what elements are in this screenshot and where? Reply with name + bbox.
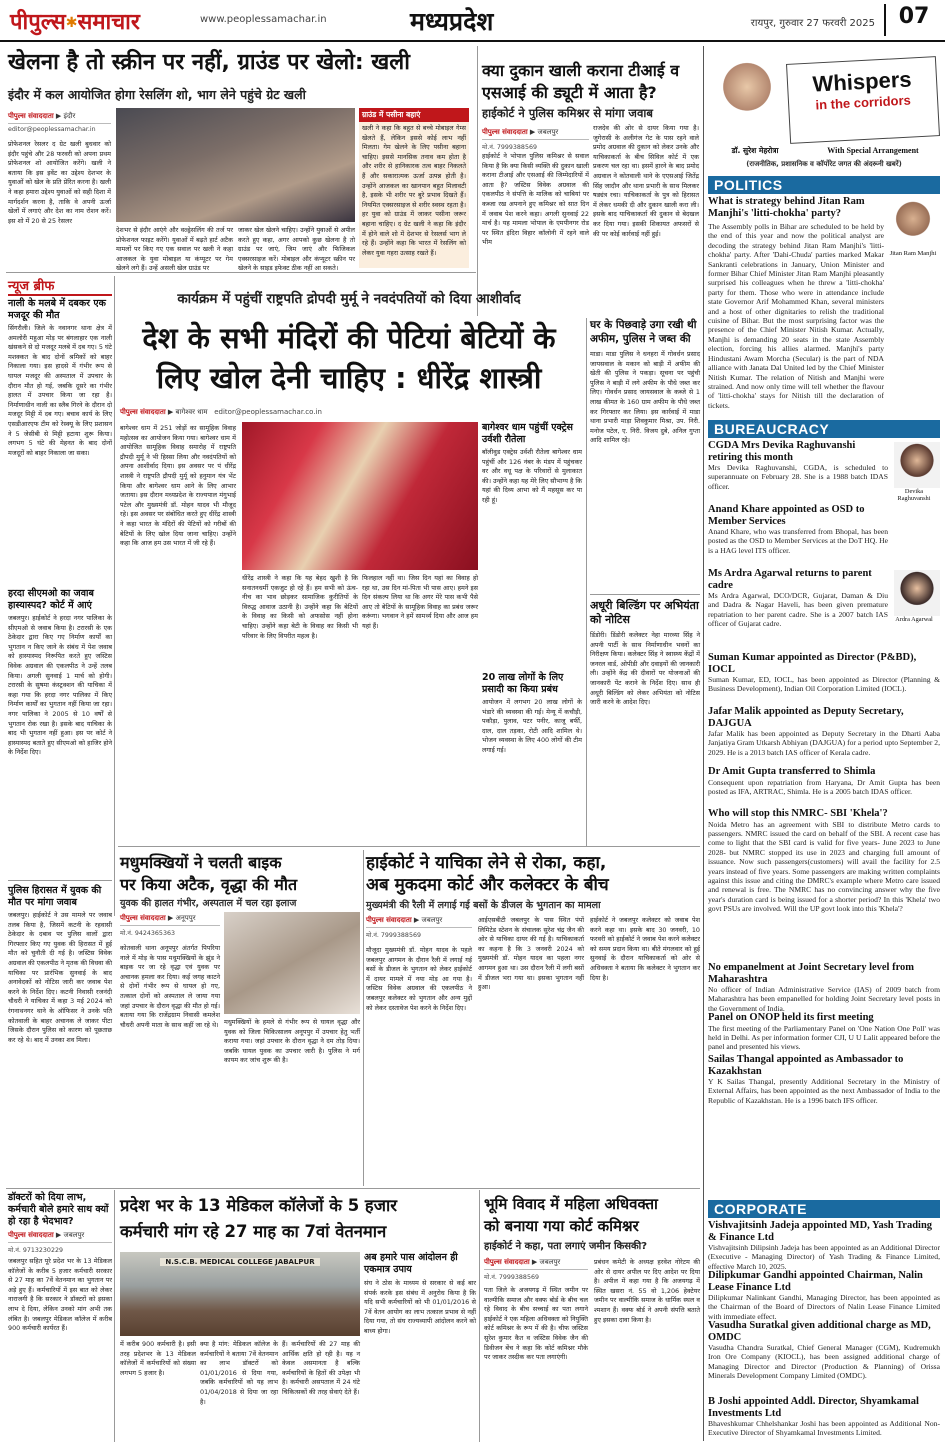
- corp-body: Vishvajitsinh Dilipsinh Jadeja has been appointed as an Additional Director (Executive - Managing Director) of Yash Trading & Finance Limited, effective March 10, 2025.: [708, 1243, 940, 1271]
- bhumi-byline: पीपुल्स संवाददाता ▶ जबलपुर मो.नं. 7999388569: [484, 1258, 588, 1281]
- byline-email[interactable]: editor@peoplessamachar.in: [8, 126, 96, 133]
- corp-body: Dilipkumar Nalinkant Gandhi, Managing Director, has been appointed as the Chairman of the Board of Directors of Nalin Lease Finance Limited with immediate effect.: [708, 1293, 940, 1321]
- diesel-body-c: हाईकोर्ट ने जबलपुर कलेक्टर को जवाब पेश करने कहा था। इसके बाद 30 जनवरी, 10 फरवरी को हाईकोर्ट ने जवाब पेश करने कलेक्टर को समय प्रदान किया था। बीते मंगलवार को हुई सुनवाई के दौरान याचिकाकर्ता को ओर से अधिवक्ता ने बताया कि कलेक्टर ने भुगतान कर दिया है।: [590, 916, 700, 982]
- diesel-headline-2: अब मुकदमा कोर्ट और कलेक्टर के बीच: [366, 875, 609, 895]
- medical-body-b: क्या है मांग: मेडिकल कॉलेज के कर्मचारियों ने बताया 7वें वेतनमान का लाभ डॉक्टरों को 01/01/2016 से दिया गया, जबकि कर्मचारियों को यह लाभ 01/04/2018 से दिया जा रहा है।: [200, 1340, 278, 1406]
- bureau-headline: Who will stop this NMRC- SBI 'Khela'?: [708, 808, 888, 819]
- shastri-headline-1: देश के सभी मंदिरों की पेटियां बेटियों के: [142, 321, 556, 355]
- urvashi-body: बॉलीवुड एक्ट्रेस उर्वशी रौतेला बागेश्वर धाम पहुंचीं और 126 नंबर के मंडप में पहुंचकर वर और वधू पक्ष के परिवारों से मुलाकात की। उन्होंने कहा यह मेरे लिए सौभाग्य है कि यहां की दिव्य आभा को मैं महसूस कर पा रही हूं।: [482, 448, 582, 504]
- khali-headline: खेलना है तो स्क्रीन पर नहीं, ग्राउंड पर खेलो: खली: [8, 50, 410, 75]
- bureau-item-1: [708, 504, 888, 564]
- section-title: मध्यप्रदेश: [410, 7, 494, 36]
- byline-name: पीपुल्स संवाददाता: [8, 1231, 54, 1239]
- byline-mobile: मो.नं. 7999388569: [366, 932, 421, 939]
- doctors-story: डॉक्टरों को दिया लाभ, कर्मचारी बोले हमारे साथ क्यों हो रहा है भेदभाव? पीपुल्स संवाददाता ▶ जबलपुर मो.नं. 9713230229 जबलपुर सहित पूरे प्रदेश भर के 13 मेडिकल कॉलेजों के करीब 5 हजार कर्मचारी सरकार से 27 माह का 7वें वेतनमान का भुगतान पर अड़े हुए हैं। कर्मचारियों में इस बात को लेकर नाराजगी है कि सरकार ने डॉक्टरों को इसका लाभ दे दिया, लेकिन उनको मांग अभी तक लंबित है। जबलपुर मेडिकल कॉलेज में करीब 900 कर्मचारी कार्यरत हैं।: [8, 1192, 112, 1333]
- brief-headline: पुलिस हिरासत में युवक की मौत पर मांगा जवाब: [8, 885, 102, 908]
- bike-victim-photo: [224, 912, 360, 1014]
- bhumi-body-b: प्रबंधन कमेटी के अध्यक्ष हरवेश नोरेटम की ओर से दायर अपील पर दिए आदेश पर दिया है। अपील में कहा गया है कि अजयगढ़ में स्थित खसरा नं. 55 वो 1,206 हेक्टेयर जमीन पर वाल्मीकि समाज के धार्मिक स्थल व श्मशान हैं। वक्फ बोर्ड ने अपनी संपत्ति बताते हुए इसका दावा किया है।: [594, 1258, 700, 1324]
- khali-body-b: देशभर से इंदौर आएंगे और वल्र्ड्रेसलिंग की तर्ज पर प्रोफेशनल फाइट करेंगे। युवाओं में बढ़ते हार्ट अटैक मामलों पर किए गए एक सवाल पर खली ने कहा आजकल के युवा मोबाइल या कंप्यूटर पर गेम खेलने लगे हैं। उन्हें असली खेल ग्राउंड पर: [116, 226, 233, 273]
- bike-headline-1: मधुमक्खियों ने चलती बाइक: [120, 853, 282, 872]
- bhumi-subhead: हाईकोर्ट ने कहा, पता लगाएं जमीन किसकी?: [484, 1241, 648, 1252]
- medical-protest-photo: [120, 1252, 360, 1336]
- bhumi-body-a: पता जिले के अजयगढ़ में स्थित जमीन पर वाल्मीकि समाज और वक्फ बोर्ड के बीच चल रहे विवाद के बीच सच्चाई का पता लगाने हाईकोर्ट ने एक महिला अधिवक्ता को नियुक्ति कोर्ट कमिश्नर के रूप में की है। चीफ जस्टिस सुरेश कुमार कैत व जस्टिस विवेक जैन की डिवीजन बेंच ने कहा कि कोर्ट कमिश्नर मौके पर जाकर तस्दीक कर पता लगाएंगी।: [484, 1286, 588, 1362]
- dukaan-body-b: राजदेव की ओर से दायर किया गया है। जुगेरासी के अलीगंज गेट के पास रहने वाले प्रमोद अग्रवाल की दुकान को लेकर उनके और याचिकाकर्ता के बीच सिविल कोर्ट में एक प्रकरण चल रहा था। इसमें हारने के बाद प्रमोद अग्रवाल ने कोतवाली थाने के एएसआई जितेंद्र सिंह जादौन और थाना प्रभारी के साथ मिलकर षड्यंत्र रचा। याचिकाकर्ता के पुत्र को हिरासत में लेकर धमकी दी और दुकान खाली करा ली। इसके बाद याचिकाकर्ता की दुकान से बेदखल कर दिया गया। इसकी शिकायत अफसरों से की पर कोई कार्रवाई नहीं हुई।: [593, 124, 699, 238]
- bureau-body: Consequent upon repatriation from Haryana, Dr Amit Gupta has been posted as IFA, ARTRAC, Shimla. He is a 2005 batch IDAS officer.: [708, 777, 940, 796]
- corp-headline: Dilipkumar Gandhi appointed Chairman, Nalin Lease Finance Ltd: [708, 1270, 923, 1293]
- corp-headline: B Joshi appointed Addl. Director, Shyamkamal Investments Ltd: [708, 1396, 919, 1419]
- bureau-headline: Jafar Malik appointed as Deputy Secretary, DAJGUA: [708, 706, 904, 729]
- devika-photo: [894, 442, 940, 488]
- brief-item-1: [8, 588, 112, 878]
- brief-body: जबलपुर। हाईकोर्ट ने हरदा नगर पालिका के सीएमओ से जवाब किया है। टरारसी के एक ठेकेदार द्वारा किए गए निर्माण कार्यों का भुगतान न किए जाने के संबंध में पेश जवाब को हास्यास्पद निरूपित करते हुए जस्टिस विवेक अग्रवाल की एकलपीठ ने उन्हें तलब किया। अगली सुनवाई 1 मार्च को होगी। टरारसी के सुषमा कंस्ट्रक्शन की याचिका में कहा गया कि हरदा नगर पालिका में किए निर्माण कार्यों का भुगतान नहीं किया जा रहा। नगर पालिका ने 2005 से 10 वर्षों से भुगतान रोक रखा है। इसके बाद याचिका के बाद भी भुगतान नहीं हुआ। इस पर कोर्ट ने हास्यास्पद बताते हुए सीएमओ को हाजिर होने के निर्देश दिए।: [8, 614, 112, 757]
- columnist-name: डॉ. सुरेश मेहरोत्रा: [731, 146, 779, 155]
- bureau-body: Mrs Devika Raghuvanshi, CGDA, is scheduled to superannuate on February 28. She is a 1988 batch IDAS officer.: [708, 463, 888, 491]
- doctors-body: जबलपुर सहित पूरे प्रदेश भर के 13 मेडिकल कॉलेजों के करीब 5 हजार कर्मचारी सरकार से 27 माह का 7वें वेतनमान का भुगतान पर अड़े हुए हैं। कर्मचारियों में इस बात को लेकर नाराजगी है कि सरकार ने डॉक्टरों को इसका लाभ दे दिया, लेकिन उनको मांग अभी तक लंबित है। जबलपुर मेडिकल कॉलेज में करीब 900 कर्मचारी कार्यरत हैं।: [8, 1257, 112, 1333]
- medical-headline-1: प्रदेश भर के 13 मेडिकल कॉलेजों के 5 हजार: [120, 1196, 397, 1215]
- shastri-kicker: कार्यक्रम में पहुंचीं राष्ट्रपति द्रोपदी मुर्मू ने नवदंपतियों को दिया आशीर्वाद: [177, 291, 521, 307]
- bhumi-headline-2: को बनाया गया कोर्ट कमिश्नर: [484, 1217, 639, 1235]
- bureau-item-9: [708, 1054, 940, 1105]
- bike-headline-2: पर किया अटैक, वृद्धा की मौत: [120, 875, 298, 894]
- bureau-headline: Ms Ardra Agarwal returns to parent cadre: [708, 568, 872, 591]
- prasadi-body: आयोजन में लगभग 20 लाख लोगों के भंडारे की व्यवस्था की गई। मेन्यू में कचौड़ी, पकौड़ा, पुलाव, पटर पनीर, काजू बर्फी, दाल, दाल तड़का, रोटी आदि शामिल थे। भोजन व्यवस्था के लिए 400 लोगों की टीम लगाई गई।: [482, 698, 582, 754]
- medical-body-a: में करीब 900 कर्मचारी है। इसी तरह प्रदेशभर के 13 मेडिकल कॉलेजों में कर्मचारियों को संख्या लगभग 5 हजार है।: [120, 1340, 196, 1377]
- politics-section-head: POLITICS: [708, 176, 940, 194]
- prasadi-headline: 20 लाख लोगों के लिए प्रसादी का किया प्रबंध: [482, 672, 564, 695]
- whispers-header: [706, 48, 942, 174]
- brief-body: सिंगरौली। जिले के नवानगर थाना क्षेत्र में अमलोरी महुआ मोड़ पर बंगलाहार एक नाली खंसकने से दो मजदूर मलबे में दब गए। 5 घंटे मशक्कत के बाद दोनों श्रमिकों को बाहर निकाला गया। इस हादसे में गंभीर रूप से घायल मजदूर की अस्पताल में उपचार के दौरान मौत हो गई, जबकि दूसरे का गंभीर हालत में उपचार किया जा रहा है। निर्माणाधीन नाली का स्लैब गिरने के दौरान दो मजदूर मिट्टी में दब गए। बचाव कार्य के लिए एसडीआरएफ टीम को रेस्क्यू के लिए प्रशासन ने 5 जेसीबी से मिट्टी हटाया शुरू किया। लगभग 5 घंटे की मेहनत के बाद दोनों मजदूरों को बाहर निकाला जा सका।: [8, 324, 112, 457]
- byline-place: अनूपपुर: [175, 914, 196, 922]
- bureau-item-4: [708, 706, 940, 764]
- corp-item-1: [708, 1270, 940, 1321]
- bureau-item-2: [708, 568, 888, 650]
- ardra-photo: [894, 570, 940, 616]
- bike-body-b: मधुमक्खियों के हमले से गंभीर रूप से घायल वृद्धा और युवक को जिला चिकित्सालय अनूपपुर में उपचार हेतु भर्ती कराया गया। जहां उपचार के दौरान वृद्धा ने दम तोड़ दिया। जबकि घायल युवक का उपचार जारी है। पुलिस ने मर्ग कायम कर जांच शुरू की है।: [224, 1018, 360, 1065]
- bike-byline: पीपुल्स संवाददाता ▶ अनूपपुर मो.नं. 9424365363: [120, 914, 220, 937]
- byline-mobile: मो.नं. 9713230229: [8, 1247, 63, 1254]
- khali-body-c: जाकर खेल खेलने चाहिए। उन्होंने युवाओं से अपील करते हुए कहा, अगर आपको कुछ खेलना है तो ग्राउंड पर जाएं, जिम जाएं और फिजिकल एक्सरसाइज करें। मोबाइल और कंप्यूटर स्क्रीन पर खेलने के साइड इफेक्ट ठीक नहीं आ सकते।: [238, 226, 355, 273]
- shastri-body-a: बागेश्वर धाम में 251 जोड़ों का सामूहिक विवाह महोत्सव का आयोजन किया गया। बागेश्वर धाम में आयोजित सामूहिक विवाह समारोह में राष्ट्रपति द्रौपदी मुर्मू ने भी हिस्सा लिया और नवदंपतियों को अपना आशीर्वाद दिया। इस अवसर पर पं धीरेंद्र शास्त्री ने राष्ट्रपति द्रौपदी मुर्मू को हनुमान यंत्र भेंट किया और बागेश्वर धाम आने के लिए आभार जताया। इस दौरान मध्यप्रदेश के राज्यपाल मंगुभाई पटेल और मुख्यमंत्री डॉ. मोहन यादव भी मौजूद रहे। इस अवसर पर संबोधित करते हुए धीरेंद्र शास्त्री ने कहा भारत के मंदिरों की पेटियों को गरीबों की बेटियों के लिए खोल दिया जाना चाहिए। उन्होंने कहा कि आज हम उस भारत में जी रहे हैं।: [120, 424, 236, 548]
- masthead: [0, 0, 945, 42]
- bureau-item-3: [708, 652, 940, 704]
- bhumi-headline-1: भूमि विवाद में महिला अधिवक्ता: [484, 1195, 658, 1213]
- brand-name-a: पीपुल्स: [10, 10, 66, 35]
- byline-name: पीपुल्स संवाददाता: [484, 1258, 530, 1266]
- brand-logo: [10, 6, 140, 34]
- khali-box: [359, 108, 469, 268]
- bureau-body: Ms Ardra Agarwal, DCO/DCR, Gujarat, Daman & Diu and Dadra & Nagar Haveli, has been given premature repatriation to her parent cadre. She is a 2007 batch IAS officer of Gujarat cadre.: [708, 591, 888, 629]
- devika-caption: Devika Raghuvanshi: [897, 488, 931, 502]
- adhoori-headline: अधूरी बिल्डिंग पर अभियंता को नोटिस: [590, 599, 699, 626]
- page-number: 07: [884, 4, 942, 36]
- wedding-photo: [242, 422, 478, 570]
- ardra-caption: Ardra Agarwal: [895, 616, 933, 623]
- byline-place: जबलपुर: [539, 1258, 561, 1266]
- bureau-headline: Dr Amit Gupta transferred to Shimla: [708, 766, 876, 777]
- bureau-body: Y K Sailas Thangal, presently Additional Secretary in the Ministry of External Affairs, has been appointed as the next Ambassador of India to the Republic of Kazakhstan. He is a 1996 batch IFS officer.: [708, 1077, 940, 1105]
- brand-star-icon: ✱: [65, 15, 78, 31]
- bureau-headline: Sailas Thangal appointed as Ambassador to Kazakhstan: [708, 1054, 904, 1077]
- byline-mobile: मो.नं. 9424365363: [120, 930, 175, 937]
- special-arrangement: With Special Arrangement: [827, 146, 919, 155]
- bureau-headline: CGDA Mrs Devika Raghuvanshi retiring this month: [708, 440, 856, 463]
- byline-place: जबलपुर: [63, 1231, 85, 1239]
- khali-subhead: इंदौर में कल आयोजित होगा रेसलिंग शो, भाग लेने पहुंचे ग्रेट खली: [8, 87, 306, 102]
- afim-body: माडा। माडा पुलिस ने धनहरा में गोवर्धन प्रसाद जायसवाल के मकान को बाड़ी में अफीम की खेती की पुलिस ने पकड़ा। सूचना पर पहुंची पुलिस ने बाड़ी में लगे अफीम के पौधे जब्त कर लिए। गोवर्धन प्रसाद जायसवाल के कब्जे से 1 लाख कीमत के 160 ग्राम अफीम के पौधे जब्त कर गिरफ्तार कर लिया। इस कार्रवाई में माडा थाना प्रभारी माड़ा शिवकुमार मिश्रा, उप. निरी. मनोज पटेल, ए. निरी. विजय दुबे, अनिल गुप्ता आदि शामिल रहे।: [590, 350, 700, 445]
- bureau-headline: No empanelment at Joint Secretary level from Maharashtra: [708, 962, 915, 985]
- politics-headline: What is strategy behind Jitan Ram Manjhi's 'litti-chokha' party?: [708, 196, 865, 219]
- byline-mobile: मो.नं. 7999388569: [482, 144, 537, 151]
- shastri-body-c: फिलहाल नहीं था। जिस दिन यहां का विवाह हो रहा था, उस दिन मां-पिता भी पास आए। हमने इस दिन संकल्प लिया था कि अगर मेरे पास कभी पैसे आए तो बेटियों के सामूहिक विवाह का प्रबंध जरूर करूंगा। भगवान ने हमें सामर्थ्य दिया और आज हम यहां हैं।: [362, 574, 478, 630]
- byline-name: पीपुल्स संवाददाता: [120, 408, 166, 416]
- byline-place: जबलपुर: [421, 916, 443, 924]
- college-sign: N.S.C.B. MEDICAL COLLEGE JABALPUR: [160, 1258, 320, 1266]
- byline-place: इंदौर: [63, 112, 76, 120]
- bureau-headline: Suman Kumar appointed as Director (P&BD), IOCL: [708, 652, 917, 675]
- corp-item-0: [708, 1220, 940, 1271]
- dukaan-headline: क्या दुकान खाली कराना टीआई व एसआई की ड्यूटी में आता है?: [482, 61, 680, 102]
- khali-box-body: खली ने कहा कि बहुत से बच्चे मोबाइल गेम्स खेलते हैं, लेकिन इससे कोई लाभ नहीं मिलता। गेम खेलने के लिए पसीना बहाना चाहिए। इससे मानसिक तनाव कम होता है और शरीर से हानिकारक तत्व बाहर निकलते हैं और सकारात्मक ऊर्जा उत्पन्न होती है। उन्होंने आजकल का खानपान बहुत मिलावटी है, इसके भी शरीर पर बुरे प्रभाव दिखते हैं। नियमित एक्सरसाइज से शरीर स्वस्थ रहता है। हर युवा को ग्राउंड में जाकर पसीना जरूर बहाना चाहिए। द ग्रेट खली ने कहा कि इंदौर में होने वाले शो में देशभर से रेसलर्स भाग ले रहे हैं। उन्होंने कहा कि भारत में रेसलिंग को लेकर युवा गहरा उत्साह रखते हैं।: [362, 124, 466, 257]
- corp-item-2: [708, 1320, 940, 1394]
- bureau-body: Noida Metro has an agreement with SBI to distribute Metro cards to passengers. NMRC issued the card on behalf of the SBI. A recent case has come to light that the SBI card is valid for five years- June 2023 to June 2028- but NMRC stopped its use in 2023 and charging full amount of issuance. Now such passengers(customers) will avail the facility for 2.5 years instead of five years. Some passengers are making written complaints against this issue and citing the DMRC's example where Metro care issued and renewal is free. The NMRC has no convincing answer why the five year's duration card is being issued for a shorter period? In this 'Khela' two govt PSUs are involved. Will the UP govt look into this 'Khela'?: [708, 819, 940, 914]
- website-url[interactable]: www.peoplessamachar.in: [200, 14, 327, 25]
- byline-place: जबलपुर: [537, 128, 559, 136]
- manjhi-caption: Jitan Ram Manjhi: [889, 250, 937, 257]
- brief-headline: हरदा सीएमओ का जवाब हास्यास्पद? कोर्ट में आएं: [8, 588, 94, 611]
- bureau-headline: Anand Khare appointed as OSD to Member Services: [708, 504, 865, 527]
- bureau-body: Suman Kumar, ED, IOCL, has been appointed as Director (Planning & Business Development), Indian Oil Corporation Limited (IOCL).: [708, 675, 940, 694]
- byline-name: पीपुल्स संवाददाता: [366, 916, 412, 924]
- diesel-subhead: मुख्यमंत्री की रैली में लगाई गई बसों के डीजल के भुगतान का मामला: [366, 900, 601, 911]
- logo-text-b: in the corridors: [815, 92, 912, 113]
- politics-item: [708, 196, 940, 418]
- afim-story: [590, 318, 700, 588]
- bureaucracy-list: [708, 440, 940, 1105]
- diesel-body-b: आईएसबीटी जबलपुर के पास स्थित पंपों लिमिटेड स्टेशन के संचालक सुरेश चंद्र जैन की ओर से याचिका दायर की गई है। याचिकाकर्ता का कहना है कि 3 जनवरी 2024 को मुख्यमंत्री डॉ. मोहन यादव का पहला नगर आगमन हुआ था। उस दौरान रैली में लगी बसों में डीजल भरा गया था। इसका भुगतान नहीं हुआ।: [478, 916, 584, 992]
- diesel-headline-1: हाईकोर्ट ने याचिका लेने से रोका, कहा,: [366, 853, 607, 873]
- politics-body: The Assembly polls in Bihar are scheduled to be held by the end of this year and now the political analyst are decoding the strategy behind Jitan Ram Manjhi's 'litti-chokha' party. After 'Dahi-Chuda' parties marked Makar Sankranti celebrations in January, Union Minister and former Bihar Chief Minister Jitan Ram Manjhi pleasantly surprised his colleagues when he threw a 'litti-chokha' party for them. Those who were in attendance include state Governor Arif Mohammed Khan, several ministers and a host of other dignitaries to relish the traditional cuisine of Bihar. But the most surprising factor was the presence of the Chief Minister Nitish Kumar. Actually, Manjhi is demanding 20 seats in the state Assembly election, forcing his allies alarmed. Manjhi's party Hindustani Awam Morcha (Secular) is the part of NDA alliance with Janata Dal United led by the Chief Minister Nitish Kumar. The relation of Nitish and Manjhi were strained. And now only time will tell whether the flavour of 'litti-chokha' stays for Nitish till the declaration of tickets.: [708, 222, 884, 410]
- doctors-headline: डॉक्टरों को दिया लाभ, कर्मचारी बोले हमारे साथ क्यों हो रहा है भेदभाव?: [8, 1192, 109, 1227]
- brand-name-b: समाचार: [77, 10, 140, 35]
- afim-headline: घर के पिछवाड़े उगा रखी थी अफीम, पुलिस ने जब्त की: [590, 319, 697, 345]
- bureaucracy-section-head: BUREAUCRACY: [708, 420, 940, 438]
- corp-body: Vasudha Chandra Suratkal, Chief General Manager (CGM), Kudremukh Iron Ore Company (KIOCL), has been assigned additional charge of Managing Director and Director (Production & Planning) of Orissa Minerals Development Company Limited (OMDC).: [708, 1343, 940, 1381]
- logo-text-a: Whispers: [811, 66, 913, 97]
- khali-photo: [116, 108, 355, 222]
- dukaan-subhead: हाईकोर्ट ने पुलिस कमिश्नर से मांगा जवाब: [482, 106, 653, 120]
- corp-headline: Vishvajitsinh Jadeja appointed MD, Yash Trading & Finance Ltd: [708, 1220, 933, 1243]
- adhoori-story: [590, 594, 700, 844]
- dukaan-byline: पीपुल्स संवाददाता ▶ जबलपुर मो.नं. 7999388569: [482, 128, 589, 151]
- byline-email[interactable]: editor@peoplessamachar.co.in: [214, 408, 322, 416]
- urvashi-box: [482, 422, 582, 842]
- urvashi-headline: बागेश्वर धाम पहुंचीं एक्ट्रेस उर्वशी रौतेला: [482, 422, 573, 445]
- whispers-tagline: (राजनीतिक, प्रशासनिक व कॉर्पोरेट जगत की अंदरूनी खबरें): [746, 160, 902, 168]
- bureau-body: The first meeting of the Parliamentary Panel on 'One Nation One Poll' was held in Delhi. As per information former CJI, U U Lalit appeared before the panel and presented his views.: [708, 1023, 940, 1052]
- corp-item-3: [708, 1396, 940, 1442]
- politics-body-cont: [708, 266, 940, 416]
- bureau-body: No officer of Indian Administrative Service (IAS) of 2009 batch from Maharashtra has been empanelled for holding Joint Secretary level posts in the Government of India.: [708, 985, 940, 1013]
- dukaan-body-a: हाईकोर्ट ने भोपाल पुलिस कमिश्नर से सवाल किया है कि क्या किसी व्यक्ति की दुकान खाली कराना टीआई और एसआई की जिम्मेदारियों में आता है? जस्टिस विवेक अग्रवाल की एकलपीठ ने संपत्ति के मालिक को चाबियां पर कब्जा रख अपनाने हुए कमिश्नर को सात दिन में जवाब पेश करने कहा। अगली सुनवाई 22 मार्च है। यह मामला भोपाल के एमपीनगर रोड पर स्थित इंदिरा विहार कॉलोनी में रहने वाले भीम: [482, 152, 590, 247]
- corp-headline: Vasudha Suratkal given additional charge as MD, OMDC: [708, 1320, 931, 1343]
- bureau-item-6: [708, 808, 940, 960]
- diesel-body-a: मौजूदा मुख्यमंत्री डॉ. मोहन यादव के पहले जबलपुर आगमन के दौरान रैली में लगाई गई बसों के डीजल के भुगतान को लेकर हाईकोर्ट में दायर मामले में नया मोड़ आ गया है। जस्टिस विवेक अग्रवाल की एकलपीठ ने जबलपुर कलेक्टर को भुगतान और अन्य मुद्दों को लेकर दस्तावेज पेश करने के निर्देश दिए।: [366, 946, 472, 1012]
- byline-place: बागेश्वर धाम: [175, 408, 208, 416]
- corporate-list: [708, 1220, 940, 1442]
- brief-item-0: [8, 298, 112, 586]
- byline-name: पीपुल्स संवाददाता: [8, 112, 54, 120]
- andolan-body: संघ ने ठोस के माध्यम से सरकार से कई बार संपर्क करके इस संबंध में अनुरोध किया है कि यदि सभी कर्मचारियों को भी 01/01/2016 से 7वें वेतन आयोग का लाभ तत्काल प्रभाव से नहीं दिया गया, तो संघ राज्यव्यापी आंदोलन करने को बाध्य होगा।: [364, 1279, 476, 1335]
- columnist-photo: [712, 56, 782, 144]
- diesel-byline: पीपुल्स संवाददाता ▶ जबलपुर मो.नं. 7999388569: [366, 916, 472, 939]
- bureau-item-0: [708, 440, 888, 502]
- adhoori-body: डिंडोरी। डिंडोरी कलेक्टर नेहा मारव्या सिंह ने अपनी पार्टी के साथ निर्माणाधीन भवनों का निरीक्षण किया। कलेक्टर सिंह ने स्वास्थ्य केंद्रों में जनरल वार्ड, ओपीडी और दवाइयों की जानकारी ली। उन्होंने केंद्र की दीवारों पर योजनाओं की जानकारी पेंट कराने के निर्देश दिए। साथ ही अधूरी बिल्डिंग को लेकर अभियंता को नोटिस जारी करने के आदेश दिए।: [590, 631, 700, 707]
- bureau-body: Jafar Malik has been appointed as Deputy Secretary in the Dharti Aaba Janjatiya Gram Utkarsh Abhiyan (DAJGUA) for a period upto September 2, 2029. He is a 2013 batch IAS officer of Kerala cadre.: [708, 729, 940, 757]
- bureau-item-8: [708, 1012, 940, 1052]
- bureau-body: Anand Khare, who was transferred from Bhopal, has been posted as the OSD to Member Services at the DoT HQ. He is a HAG level ITS officer.: [708, 527, 888, 555]
- khali-body-a: प्रोफेशनल रेसलर द ग्रेट खली बुधवार को इंदौर पहुंचे और 28 फरवरी को अपना प्रथम प्रोफेशनल शो आयोजित करेंगे। खली ने बताया कि इस इवेंट का उद्देश्य देशभर के युवाओं को खेल के प्रति प्रेरित करना है। खली ने कहा हमारा उद्देश्य युवाओं को सही दिशा में मार्गदर्शन करना है, ताकि वे अपनी ऊर्जा खेलों में लगाएं और देश का नाम रोशन करें। इस शो में 20 से 25 रेसलर: [8, 140, 111, 225]
- shastri-headline-2: लिए खोल देनी चाहिए : धीरेंद्र शास्त्री: [156, 361, 542, 395]
- bureau-item-5: [708, 766, 940, 806]
- byline-mobile: मो.नं. 7999388569: [484, 1274, 539, 1281]
- bureau-item-7: [708, 962, 940, 1013]
- medical-body-c: हैं। कर्मचारियों की 27 माह की आर्थिक क्षति हो रही है। यह न केवल असमानता है बल्कि कर्मचारियों के हितों की उपेक्षा भी है। कर्मचारी असपताल में 24 घंटे चिकित्सकों की तरह सेवाएं देते हैं।: [282, 1340, 360, 1396]
- shastri-byline: पीपुल्स संवाददाता ▶ बागेश्वर धाम editor@peoplessamachar.co.in: [120, 408, 322, 416]
- brief-body: जबलपुर। हाईकोर्ट ने उस मामले पर जवाब तलब किया है, जिसमें कटनी के रहवासी ठेकेदार के दबाव पर पुलिस वालों द्वारा गिरफ्तार किए गए युवक की हिरासत में हुई मौत को चुनौती दी गई है। जस्टिस विवेक अग्रवाल की एकलपीठ ने मृतक की विधवा की याचिका पर प्रारंभिक सुनवाई के बाद अनावेदकों को नोटिस जारी कर जवाब पेश करने के निर्देश दिए। कटनी निवासी रजनंदी चौधरी ने याचिका में कहा 3 मई 2024 को रंगनाथनगर थाने के ऑफिसर ने उनके पति कोतवाली के बाहर अचानक ले जाकर पीटा जिसके दौरान पुलिस को कारण को पूछताछ कर रहे थे। बाद में उनका शव मिला।: [8, 911, 112, 1044]
- shastri-body-b: धीरेंद्र शास्त्री ने कहा कि यह बेहद खुशी है कि सनातनधर्मी एकजुट हो रहे हैं। हम सभी को ऊंच-नीच का भाव छोड़कर सामाजिक कुरीतियों के विरुद्ध आवाज उठानी है। उन्होंने कहा कि बेटियों के विवाह का किसी को अफसोस नहीं होना चाहिए। उन्होंने कहा बेटी के विवाह का किसी भी परिवार के लिए विपरीत महत्व है।: [242, 574, 358, 640]
- medical-headline-2: कर्मचारी मांग रहे 27 माह का 7वां वेतनमान: [120, 1222, 387, 1241]
- issue-date: रायपुर, गुरुवार 27 फरवरी 2025: [750, 18, 875, 29]
- bureau-headline: Panel on ONOP held its first meeting: [708, 1012, 874, 1023]
- corporate-section-head: CORPORATE: [708, 1200, 940, 1218]
- bike-body-a: कोतवाली थाना अनूपपुर अंतर्गत पिपरिया नाले में मोड़ के पास मधुमक्खियों के झुंड ने बाइक पर जा रहे वृद्धा एवं युवक पर अचानक हमला कर दिया। कई जगह काटने से दोनों गंभीर रूप से घायल हो गए, तत्काल दोनों को अस्पताल ले जाया गया जहां उपचार के दौरान वृद्धा की मौत हो गई। बताया गया कि राजेंद्रग्राम निवासी कमलेश चौधरी अपनी माता के साथ कहीं जा रहे थे।: [120, 944, 220, 1029]
- byline-name: पीपुल्स संवाददाता: [482, 128, 528, 136]
- brief-headline: नाली के मलबे में दबकर एक मजदूर की मौत: [8, 298, 106, 321]
- newsbrief-label: न्यूज ब्रीफ: [8, 276, 112, 296]
- khali-byline: पीपुल्स संवाददाता ▶ इंदौर editor@peoplessamachar.in: [8, 112, 111, 136]
- bike-subhead: युवक की हालत गंभीर, अस्पताल में चल रहा इलाज: [120, 898, 297, 909]
- andolan-headline: अब हमारे पास आंदोलन ही एकमात्र उपाय: [364, 1252, 458, 1275]
- whispers-logo: [786, 56, 940, 144]
- andolan-box: [364, 1252, 476, 1440]
- manjhi-photo: [886, 198, 940, 250]
- khali-box-title: ग्राउंड में पसीना बहाएं: [359, 108, 469, 122]
- corp-body: Bhaveshkumar Chhelshankar Joshi has been appointed as Additional Non-Executive Director of Shyamkamal Investments Limited.: [708, 1419, 940, 1438]
- byline-name: पीपुल्स संवाददाता: [120, 914, 166, 922]
